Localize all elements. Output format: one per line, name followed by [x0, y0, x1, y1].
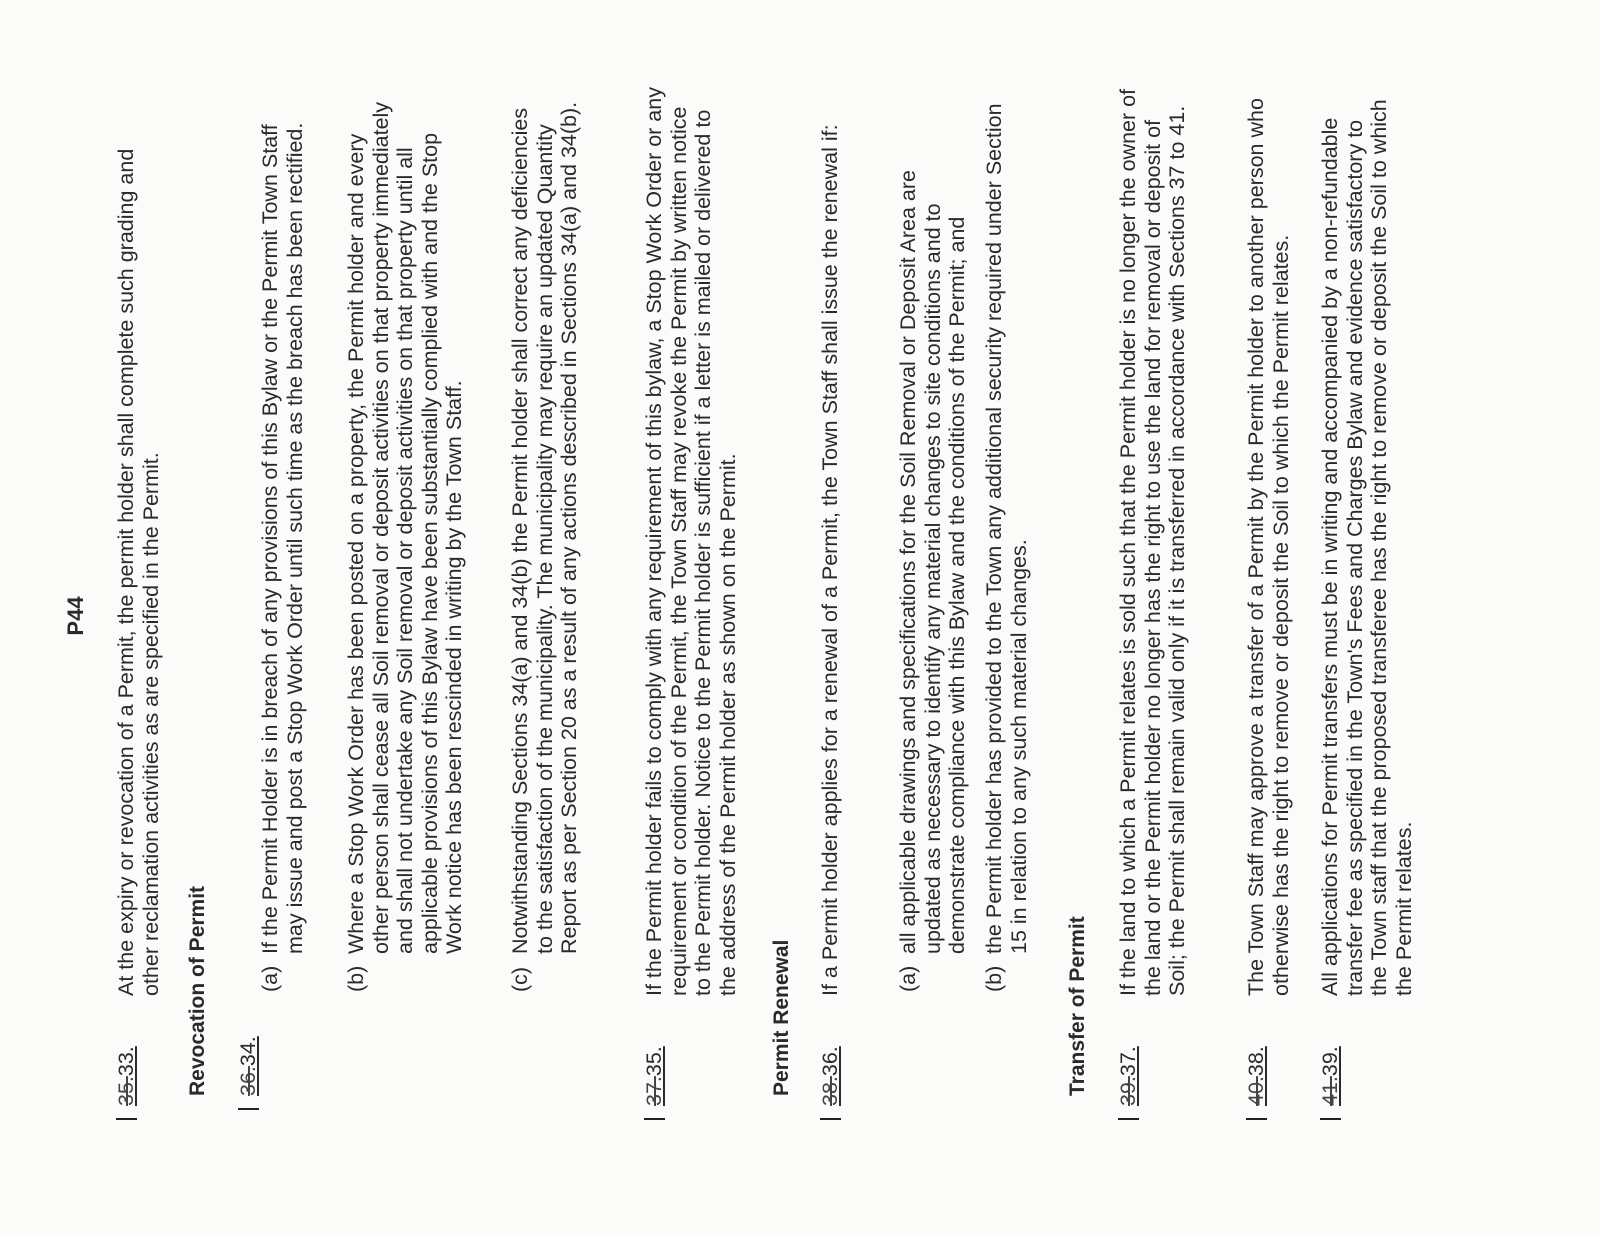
heading-renewal: Permit Renewal [770, 939, 793, 1096]
section-36a [896, 88, 970, 992]
section-text: all applicable drawings and specifications for the Soil Removal or Deposit Area are updated as necessary to identify any material changes to site conditions and to demonstrate compliance with this Bylaw and the conditions of the Permit; and [896, 170, 969, 954]
revision-bar [820, 1118, 841, 1120]
section-number [1244, 1046, 1269, 1106]
section-34b [344, 88, 467, 992]
section-text: At the expiry or revocation of a Permit, the permit holder shall complete such grading and other reclamation activities as are specified in the Permit. [114, 148, 163, 996]
new-number: 39. [1318, 1046, 1342, 1077]
revision-bar [1246, 1118, 1267, 1120]
section-36 [818, 86, 843, 1106]
section-number [1116, 1046, 1141, 1106]
old-number: 36. [236, 1066, 260, 1096]
new-number: 37. [1116, 1046, 1140, 1077]
section-text: If the Permit holder fails to comply with any requirement of this bylaw, a Stop Work Order or any requirement or condition of the Permit, the Town Staff may revoke the Permit by written notice to the Permit holder. Notice to the Permit holder is sufficient if a letter is mailed or delivered to the address of the Permit holder as shown on the Permit. [642, 87, 740, 996]
revision-bar [1320, 1118, 1341, 1120]
section-text: If a Permit holder applies for a renewal of a Permit, the Town Staff shall issue the renewal if: [818, 124, 842, 996]
heading-transfer: Transfer of Permit [1066, 916, 1089, 1096]
section-38 [1244, 86, 1293, 1106]
subsection-letter: (c) [508, 966, 532, 992]
revision-bar [644, 1118, 665, 1120]
revision-bar [238, 1108, 259, 1110]
old-number: 39. [1116, 1076, 1140, 1106]
section-number [114, 1046, 139, 1106]
old-number: 35. [114, 1076, 138, 1106]
subsection-letter: (b) [982, 965, 1006, 992]
section-33 [114, 96, 163, 1106]
section-35 [642, 86, 740, 1106]
revision-bar [1118, 1118, 1139, 1120]
section-39 [1318, 86, 1416, 1106]
section-text: the Permit holder has provided to the Town any additional security required under Section 15 in relation to any such material changes. [982, 103, 1031, 954]
old-number: 38. [818, 1076, 842, 1106]
heading-revocation: Revocation of Permit [186, 885, 209, 1096]
subsection-letter: (b) [344, 965, 368, 992]
section-text: Where a Stop Work Order has been posted on a property, the Permit holder and every other person shall cease all Soil removal or deposit activities on that property immediately and shall not undertake any Soil removal or deposit activities on that property until all applicable provisions of this Bylaw have been substantially complied with and the Stop Work notice has been rescinded in writing by the Town Staff. [344, 101, 466, 954]
section-number [642, 1046, 667, 1106]
new-number: 34. [236, 1036, 260, 1067]
new-number: 38. [1244, 1046, 1268, 1077]
section-text: If the land to which a Permit relates is sold such that the Permit holder is no longer the owner of the land or the Permit holder no longer has the right to use the land for removal or deposit of Soil; the Permit shall remain valid only if it is transferred in accordance with Sections 37 to 41. [1116, 88, 1189, 996]
new-number: 33. [114, 1046, 138, 1077]
old-number: 37. [642, 1076, 666, 1106]
section-37 [1116, 86, 1190, 1106]
section-text: The Town Staff may approve a transfer of a Permit by the Permit holder to another person who otherwise has the right to remove or deposit the Soil to which the Permit relates. [1244, 98, 1293, 996]
new-number: 35. [642, 1046, 666, 1077]
new-number: 36. [818, 1046, 842, 1077]
old-number: 40. [1244, 1076, 1268, 1106]
subsection-letter: (a) [896, 965, 920, 992]
section-34a [258, 88, 307, 992]
revision-bar [116, 1118, 137, 1120]
section-text: Notwithstanding Sections 34(a) and 34(b) the Permit holder shall correct any deficiencies to the satisfaction of the municipality. The municipality may require an updated Quantity Report as per Section 20 as a result of any actions described in Sections 34(a) and 34(b). [508, 101, 581, 954]
page-number: P44 [63, 596, 88, 636]
section-34c [508, 88, 582, 992]
section-number [236, 1036, 261, 1096]
section-text: If the Permit Holder is in breach of any provisions of this Bylaw or the Permit Town Staff may issue and post a Stop Work Order until such time as the breach has been rectified. [258, 122, 307, 954]
section-number [818, 1046, 843, 1106]
subsection-letter: (a) [258, 965, 282, 992]
section-number [1318, 1046, 1343, 1106]
section-36b [982, 88, 1031, 992]
section-text: All applications for Permit transfers must be in writing and accompanied by a non-refundable transfer fee as specified in the Town's Fees and Charges Bylaw and evidence satisfactory to the Town staff that the proposed transferee has the right to remove or deposit the Soil to which the Permit relates. [1318, 99, 1416, 996]
old-number: 41. [1318, 1076, 1342, 1106]
